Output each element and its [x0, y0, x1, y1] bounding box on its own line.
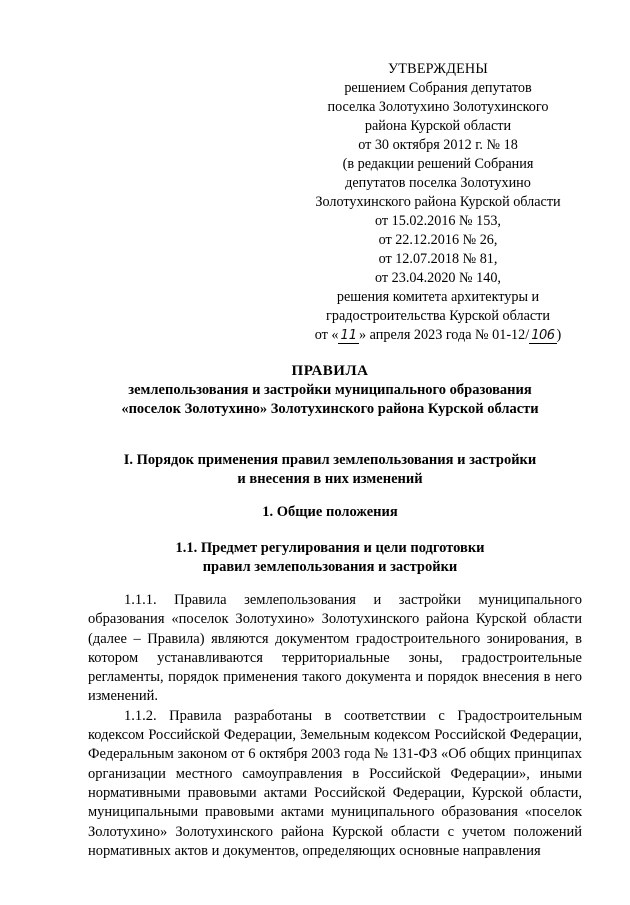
approval-line: района Курской области [364, 118, 512, 134]
document-title [70, 362, 590, 419]
title-main: ПРАВИЛА [291, 363, 369, 379]
approval-line: решением Собрания депутатов [344, 80, 532, 96]
approval-line: поселка Золотухино Золотухинского [327, 99, 549, 115]
title-line: землепользования и застройки муниципального образования [128, 382, 532, 398]
body-text [88, 591, 582, 861]
approval-line: (в редакции решений Собрания [342, 156, 534, 172]
approval-heading: УТВЕРЖДЕНЫ [388, 61, 488, 77]
approval-line: от 23.04.2020 № 140, [375, 270, 501, 286]
approval-line: от 15.02.2016 № 153, [375, 213, 501, 229]
handwritten-day: 11 [340, 328, 358, 343]
handwritten-number: 106 [531, 328, 555, 343]
approval-last-prefix: от « [314, 327, 339, 343]
paragraph: 1.1.1. Правила землепользования и застройки муниципального образования «поселок Золотухино» Золотухинского района Курской области (далее – Правила) являются документом градостроительного зонирования, в котором устанавливаются территориальные зоны, градостроительные регламенты, порядок применения такого документа и порядок внесения в него изменений. [88, 592, 582, 705]
approval-line: градостроительства Курской области [326, 308, 550, 324]
section-heading [70, 451, 590, 489]
approval-line: решения комитета архитектуры и [336, 289, 540, 305]
approval-last-line [288, 326, 588, 345]
section-heading-line: и внесения в них изменений [237, 471, 423, 487]
item-heading-line: 1.1. Предмет регулирования и цели подготовки [175, 540, 485, 556]
section-heading-line: I. Порядок применения правил землепользования и застройки [123, 452, 537, 468]
title-line: «поселок Золотухино» Золотухинского района Курской области [121, 401, 539, 417]
approval-last-middle: » апреля 2023 года № 01-12/ [359, 327, 530, 343]
subsection-heading: 1. Общие положения [262, 504, 398, 520]
approval-line: от 12.07.2018 № 81, [378, 251, 498, 267]
approval-block [288, 60, 588, 345]
approval-line: депутатов поселка Золотухино [345, 175, 531, 191]
paragraph: 1.1.2. Правила разработаны в соответствии с Градостроительным кодексом Российской Федерации, Земельным кодексом Российской Федерации, Федеральным законом от 6 октября 2003 года № 131-ФЗ «Об общих принципах организации местного самоуправления в Российской Федерации», иными нормативными правовыми актами Российской Федерации, Курской области, муниципальными правовыми актами муниципального образования «поселок Золотухино» Золотухинского района Курской области с учетом положений нормативных актов и документов, определяющих основные направления [88, 707, 582, 859]
approval-line: Золотухинского района Курской области [315, 194, 561, 210]
item-heading-line: правил землепользования и застройки [202, 559, 458, 575]
item-heading [70, 539, 590, 577]
approval-line: от 22.12.2016 № 26, [378, 232, 498, 248]
approval-last-suffix: ) [556, 327, 562, 343]
approval-line: от 30 октября 2012 г. № 18 [358, 137, 518, 153]
